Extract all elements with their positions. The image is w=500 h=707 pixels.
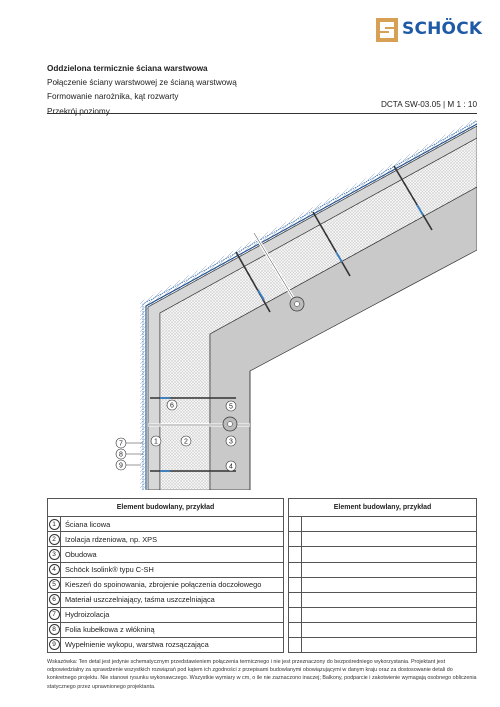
legend-row xyxy=(48,622,477,637)
subtitle-connection: Połączenie ściany warstwowej ze ścianą warstwową xyxy=(47,78,237,88)
legend-header-row xyxy=(48,499,477,517)
svg-text:3: 3 xyxy=(229,438,233,446)
grout-pocket-2 xyxy=(223,417,237,431)
legend-label: Obudowa xyxy=(61,547,284,562)
footer-note: Wskazówka: Ten detal jest jedynie schematycznym przedstawieniem połączenia termicznego i nie jest przeznaczony do bezpośredniego wykorzystania. Projektant jest odpowiedzialny za sprawdzenie wszystkich rozwiązań pod kątem ich zgodności z przepisami budowlanymi obowiązującymi w danym kraju oraz za dostosowanie detali do konkretnego projektu. Nie stanowi rysunku wykonawczego. Wszystkie wymiary w cm, o ile nie zaznaczono inaczej; Balkony, podparcie i zakotwienie wymagają osobnego obliczenia statycznego przez uprawnionego projektanta. xyxy=(47,659,477,690)
svg-text:6: 6 xyxy=(170,402,174,410)
grout-pocket-1 xyxy=(290,297,304,311)
subtitle-corner: Formowanie narożnika, kąt rozwarty xyxy=(47,92,179,102)
subtitle-section: Przekrój poziomy xyxy=(47,106,110,116)
legend-row xyxy=(48,577,477,592)
legend-row xyxy=(48,532,477,547)
legend-row xyxy=(48,637,477,652)
legend-number: 3 xyxy=(49,549,60,560)
legend-row xyxy=(48,562,477,577)
svg-text:2: 2 xyxy=(184,438,188,446)
svg-text:7: 7 xyxy=(119,440,123,448)
svg-text:4: 4 xyxy=(229,463,233,471)
page-title: Oddzielona termicznie ściana warstwowa xyxy=(47,64,208,73)
legend-label: Schöck Isolink® typu C-SH xyxy=(61,562,284,577)
legend-number: 6 xyxy=(49,594,60,605)
callout-7 xyxy=(116,438,143,448)
schoeck-logo-mark xyxy=(376,18,398,42)
callout-2 xyxy=(181,436,191,446)
legend-number: 4 xyxy=(49,564,60,575)
drawing-reference: DCTA SW-03.05 | M 1 : 10 xyxy=(380,100,477,109)
schoeck-logo xyxy=(376,18,481,42)
legend-table xyxy=(47,498,477,653)
legend-header-left: Element budowlany, przykład xyxy=(48,499,284,517)
title-block xyxy=(47,62,477,119)
callout-6 xyxy=(167,400,177,410)
legend-label: Izolacja rdzeniowa, np. XPS xyxy=(61,532,284,547)
legend-row xyxy=(48,607,477,622)
svg-text:1: 1 xyxy=(154,438,158,446)
legend-row xyxy=(48,547,477,562)
callout-5 xyxy=(226,401,236,411)
legend-number: 8 xyxy=(49,624,60,635)
callout-1 xyxy=(151,436,161,446)
svg-text:5: 5 xyxy=(229,403,233,411)
legend-number: 7 xyxy=(49,609,60,620)
legend-row xyxy=(48,592,477,607)
legend-label: Ściana licowa xyxy=(61,517,284,532)
callout-4 xyxy=(226,461,236,471)
svg-text:9: 9 xyxy=(119,462,123,470)
callout-8 xyxy=(116,449,143,459)
legend-header-right: Element budowlany, przykład xyxy=(289,499,477,517)
legend-number: 9 xyxy=(49,639,60,650)
section-drawing xyxy=(47,113,477,490)
legend-label: Kieszeń do spoinowania, zbrojenie połączenia doczołowego xyxy=(61,577,284,592)
callout-9 xyxy=(116,460,141,470)
brand-name: SCHÖCK xyxy=(402,19,483,39)
legend-label: Hydroizolacja xyxy=(61,607,284,622)
legend-number: 5 xyxy=(49,579,60,590)
legend-label: Wypełnienie wykopu, warstwa rozsączająca xyxy=(61,637,284,652)
legend-label: Folia kubełkowa z włókniną xyxy=(61,622,284,637)
svg-text:8: 8 xyxy=(119,451,123,459)
corner-detail-svg xyxy=(47,113,477,490)
legend-row xyxy=(48,517,477,532)
callout-3 xyxy=(226,436,236,446)
legend-label: Materiał uszczelniający, taśma uszczelniająca xyxy=(61,592,284,607)
legend-number: 1 xyxy=(49,519,60,530)
legend-number: 2 xyxy=(49,534,60,545)
